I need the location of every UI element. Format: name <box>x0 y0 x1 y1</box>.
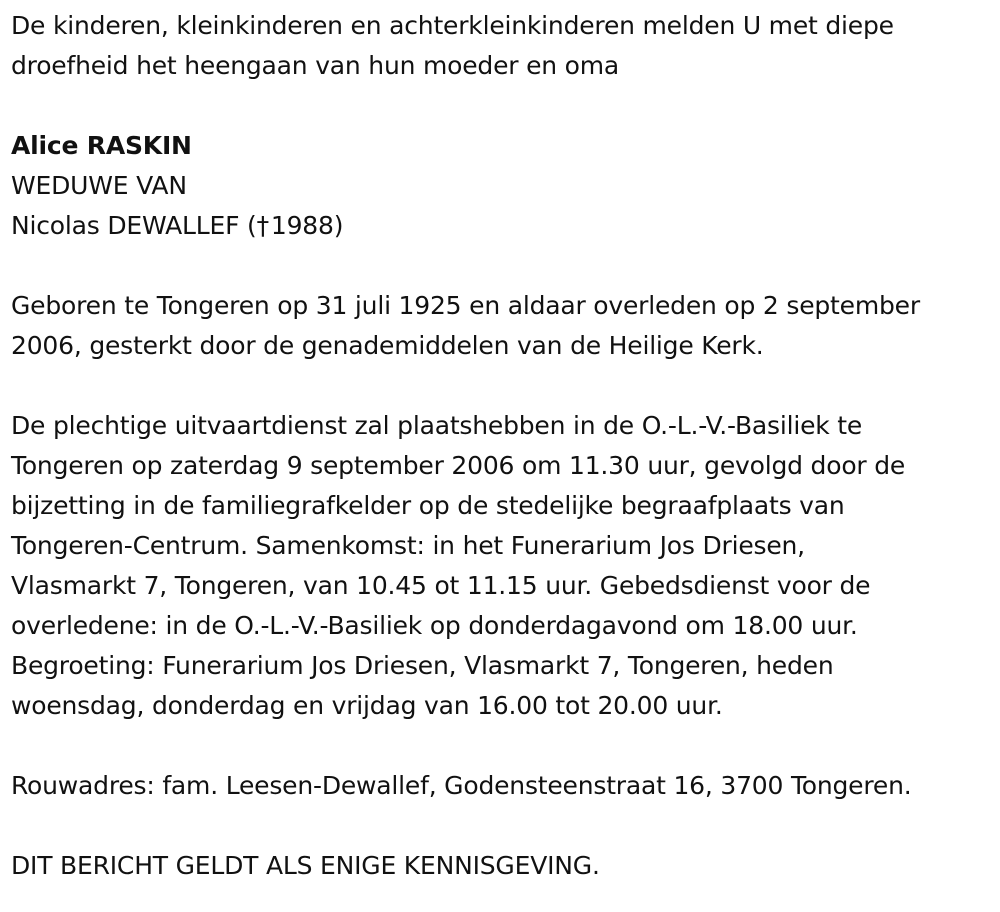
cross-icon: † <box>256 211 269 240</box>
service-line: overledene: in de O.-L.-V.-Basiliek op donderdagavond om 18.00 uur. <box>11 611 858 640</box>
deceased-block <box>11 126 990 246</box>
spacer <box>11 366 990 406</box>
service-line: Tongeren-Centrum. Samenkomst: in het Funerarium Jos Driesen, <box>11 531 805 560</box>
service-line: Tongeren op zaterdag 9 september 2006 om 11.30 uur, gevolgd door de <box>11 451 906 480</box>
widow-status: WEDUWE VAN <box>11 171 187 200</box>
service-line: Vlasmarkt 7, Tongeren, van 10.45 ot 11.15 uur. Gebedsdienst voor de <box>11 571 871 600</box>
spouse-death-year: 1988) <box>270 211 344 240</box>
service-line: woensdag, donderdag en vrijdag van 16.00 tot 20.00 uur. <box>11 691 723 720</box>
intro-line: droefheid het heengaan van hun moeder en oma <box>11 51 620 80</box>
spacer <box>11 246 990 286</box>
service-line: De plechtige uitvaartdienst zal plaatshebben in de O.-L.-V.-Basiliek te <box>11 411 863 440</box>
closing-paragraph <box>11 846 990 886</box>
intro-line: De kinderen, kleinkinderen en achterkleinkinderen melden U met diepe <box>11 11 894 40</box>
closing-notice: DIT BERICHT GELDT ALS ENIGE KENNISGEVING. <box>11 851 600 880</box>
intro-paragraph <box>11 6 990 86</box>
spouse-line <box>11 206 990 246</box>
mourning-address: Rouwadres: fam. Leesen-Dewallef, Godensteenstraat 16, 3700 Tongeren. <box>11 771 912 800</box>
spacer <box>11 806 990 846</box>
birth-death-line: 2006, gesterkt door de genademiddelen van de Heilige Kerk. <box>11 331 764 360</box>
deceased-name: Alice RASKIN <box>11 131 192 160</box>
service-line: Begroeting: Funerarium Jos Driesen, Vlasmarkt 7, Tongeren, heden <box>11 651 834 680</box>
spouse-name: Nicolas DEWALLEF ( <box>11 211 257 240</box>
spacer <box>11 86 990 126</box>
service-line: bijzetting in de familiegrafkelder op de stedelijke begraafplaats van <box>11 491 845 520</box>
address-paragraph <box>11 766 990 806</box>
birth-death-paragraph <box>11 286 990 366</box>
service-paragraph <box>11 406 990 726</box>
birth-death-line: Geboren te Tongeren op 31 juli 1925 en aldaar overleden op 2 september <box>11 291 920 320</box>
spacer <box>11 726 990 766</box>
